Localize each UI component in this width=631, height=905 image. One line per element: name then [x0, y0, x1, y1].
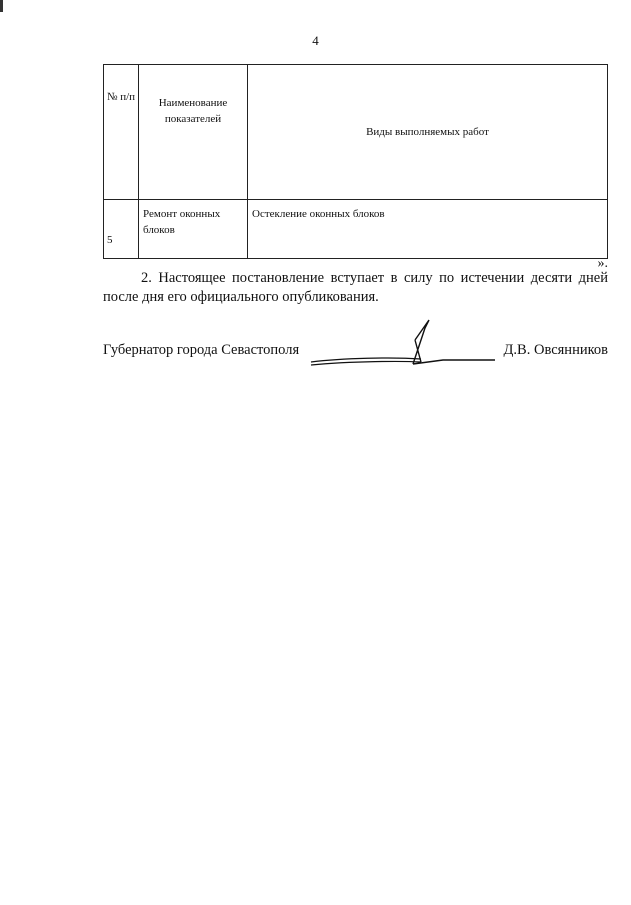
page-number: 4 [312, 33, 319, 48]
signature-block [103, 342, 608, 362]
row-work: Остекление оконных блоков [248, 200, 608, 259]
table-header-row [104, 65, 608, 200]
signature-title: Губернатор города Севастополя [103, 342, 300, 358]
table-row [104, 200, 608, 259]
signature-graphic [103, 308, 608, 368]
row-name: Ремонт оконных блоков [139, 200, 248, 259]
header-num: № п/п [104, 65, 139, 200]
row-num: 5 [104, 200, 139, 259]
closing-quote: ». [597, 256, 608, 271]
works-table [103, 64, 608, 259]
binding-mark [0, 0, 3, 12]
header-work: Виды выполняемых работ [248, 65, 608, 200]
header-name: Наименование показателей [139, 65, 248, 200]
paragraph-2: 2. Настоящее постановление вступает в силу по истечении десяти дней после дня его официального опубликования. [103, 270, 608, 305]
signature-name: Д.В. Овсянников [503, 342, 608, 358]
